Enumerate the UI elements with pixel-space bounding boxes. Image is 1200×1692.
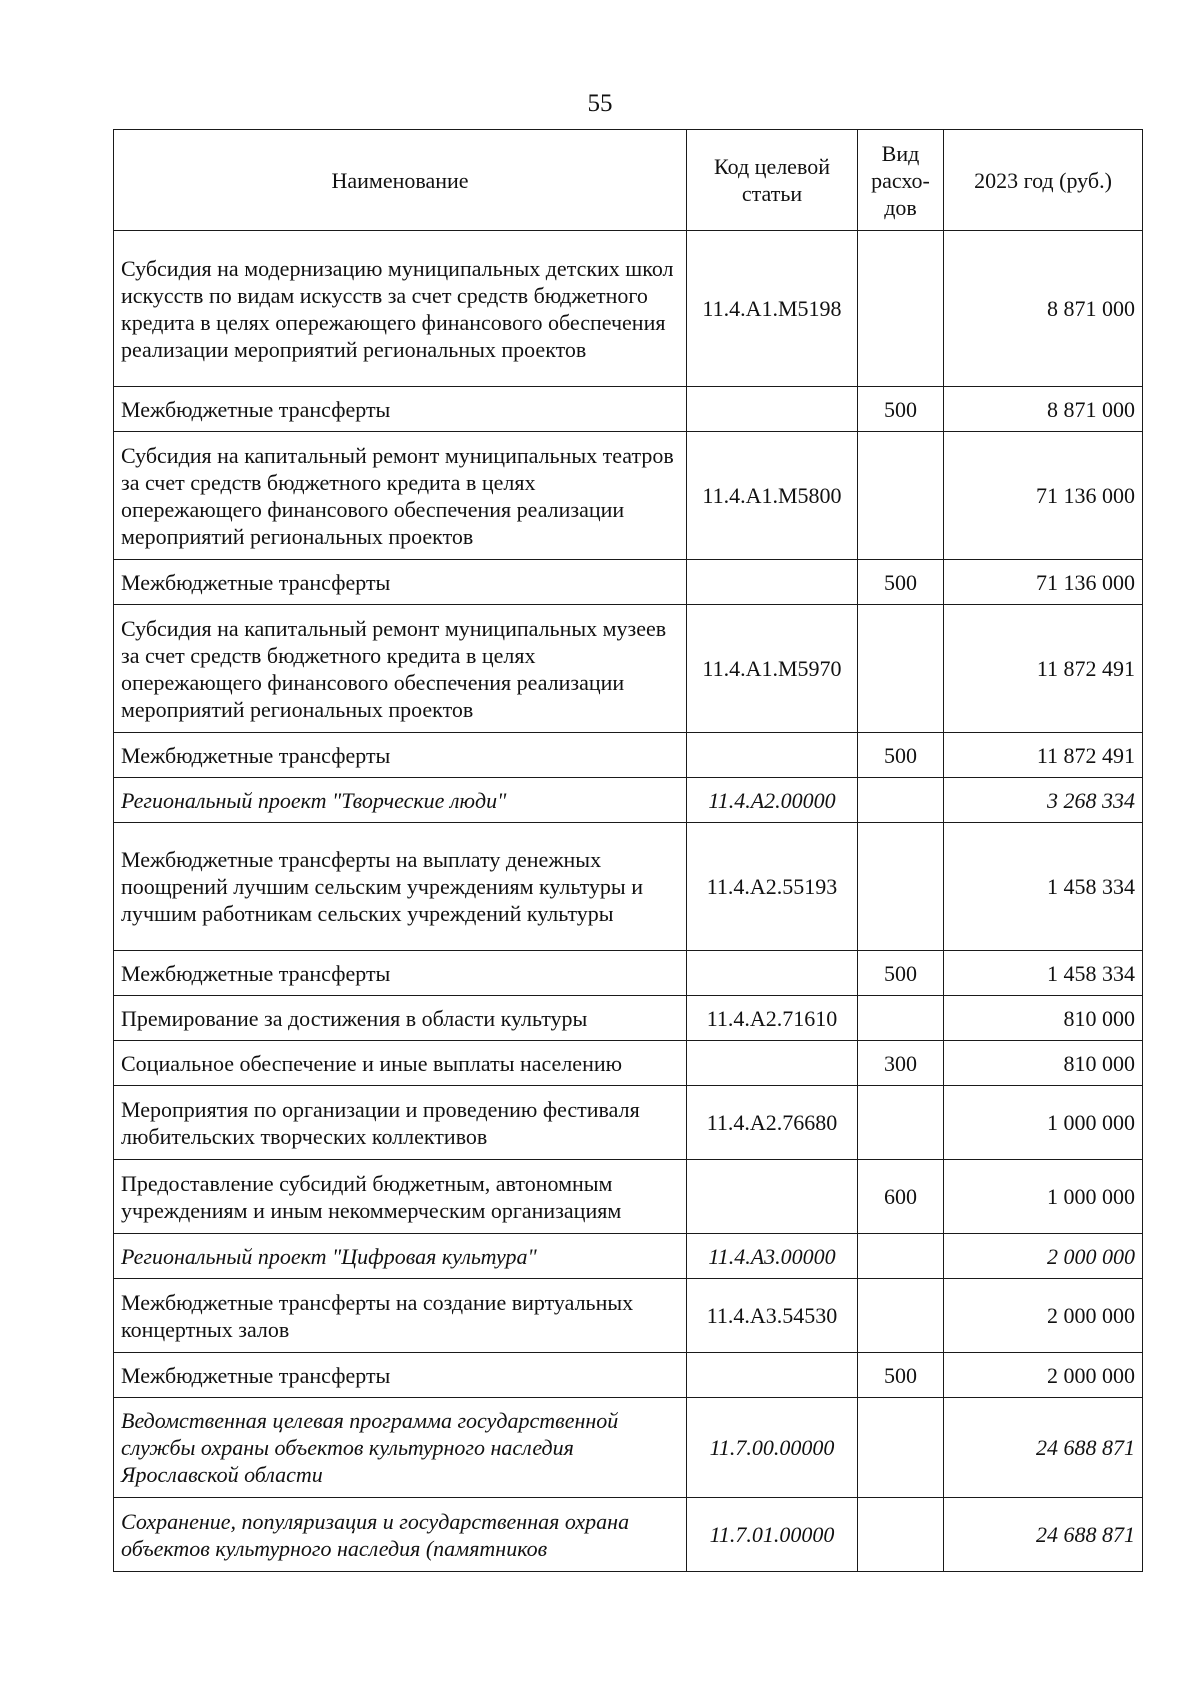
row-name: Межбюджетные трансферты bbox=[114, 733, 687, 778]
table-row bbox=[114, 1086, 1143, 1160]
row-code bbox=[687, 1160, 858, 1234]
table-row-section bbox=[114, 778, 1143, 823]
row-code: 11.4.А2.76680 bbox=[687, 1086, 858, 1160]
page-number: 55 bbox=[587, 90, 613, 117]
row-sum: 2 000 000 bbox=[944, 1353, 1143, 1398]
budget-table bbox=[113, 129, 1143, 1572]
row-code: 11.4.А2.71610 bbox=[687, 996, 858, 1041]
row-sum: 810 000 bbox=[944, 1041, 1143, 1086]
row-name: Региональный проект "Цифровая культура" bbox=[114, 1234, 687, 1279]
row-type: 300 bbox=[858, 1041, 944, 1086]
row-code bbox=[687, 387, 858, 432]
row-name: Межбюджетные трансферты на выплату денежных поощрений лучшим сельским учреждениям культуры и лучшим работникам сельских учреждений культуры bbox=[114, 823, 687, 951]
row-type bbox=[858, 823, 944, 951]
row-code bbox=[687, 1041, 858, 1086]
row-type bbox=[858, 1398, 944, 1498]
row-code: 11.4.А2.00000 bbox=[687, 778, 858, 823]
row-sum: 71 136 000 bbox=[944, 432, 1143, 560]
table-row bbox=[114, 996, 1143, 1041]
row-code: 11.7.00.00000 bbox=[687, 1398, 858, 1498]
row-name: Ведомственная целевая программа государственной службы охраны объектов культурного наследия Ярославской области bbox=[114, 1398, 687, 1498]
table-row bbox=[114, 951, 1143, 996]
row-sum: 8 871 000 bbox=[944, 387, 1143, 432]
table-row bbox=[114, 605, 1143, 733]
row-code: 11.7.01.00000 bbox=[687, 1498, 858, 1572]
row-name: Предоставление субсидий бюджетным, автономным учреждениям и иным некоммерческим организациям bbox=[114, 1160, 687, 1234]
row-name: Субсидия на капитальный ремонт муниципальных музеев за счет средств бюджетного кредита в целях опережающего финансового обеспечения реализации мероприятий региональных проектов bbox=[114, 605, 687, 733]
table-row bbox=[114, 432, 1143, 560]
table-row bbox=[114, 1353, 1143, 1398]
table-row bbox=[114, 231, 1143, 387]
row-code: 11.4.А1.М5800 bbox=[687, 432, 858, 560]
row-name: Социальное обеспечение и иные выплаты населению bbox=[114, 1041, 687, 1086]
table-row bbox=[114, 560, 1143, 605]
table-row bbox=[114, 1279, 1143, 1353]
row-name: Межбюджетные трансферты bbox=[114, 1353, 687, 1398]
row-name: Субсидия на модернизацию муниципальных детских школ искусств по видам искусств за счет средств бюджетного кредита в целях опережающего финансового обеспечения реализации мероприятий региональных проектов bbox=[114, 231, 687, 387]
row-code: 11.4.А2.55193 bbox=[687, 823, 858, 951]
row-type: 500 bbox=[858, 387, 944, 432]
row-code bbox=[687, 951, 858, 996]
row-name: Мероприятия по организации и проведению фестиваля любительских творческих коллективов bbox=[114, 1086, 687, 1160]
row-sum: 2 000 000 bbox=[944, 1279, 1143, 1353]
header-name: Наименование bbox=[114, 130, 687, 231]
row-type bbox=[858, 605, 944, 733]
row-sum: 1 458 334 bbox=[944, 823, 1143, 951]
header-type: Вид расхо-дов bbox=[858, 130, 944, 231]
row-name: Межбюджетные трансферты bbox=[114, 387, 687, 432]
row-sum: 810 000 bbox=[944, 996, 1143, 1041]
row-sum: 3 268 334 bbox=[944, 778, 1143, 823]
header-code: Код целевой статьи bbox=[687, 130, 858, 231]
row-type bbox=[858, 432, 944, 560]
row-type: 500 bbox=[858, 951, 944, 996]
row-sum: 71 136 000 bbox=[944, 560, 1143, 605]
table-row-section bbox=[114, 1398, 1143, 1498]
row-sum: 8 871 000 bbox=[944, 231, 1143, 387]
table-row-section bbox=[114, 1498, 1143, 1572]
row-code bbox=[687, 560, 858, 605]
row-sum: 11 872 491 bbox=[944, 605, 1143, 733]
row-type bbox=[858, 1234, 944, 1279]
row-sum: 1 000 000 bbox=[944, 1160, 1143, 1234]
table-row bbox=[114, 1160, 1143, 1234]
row-sum: 1 000 000 bbox=[944, 1086, 1143, 1160]
row-code: 11.4.А1.М5970 bbox=[687, 605, 858, 733]
table-row bbox=[114, 1041, 1143, 1086]
row-code: 11.4.А3.00000 bbox=[687, 1234, 858, 1279]
row-sum: 1 458 334 bbox=[944, 951, 1143, 996]
row-code bbox=[687, 1353, 858, 1398]
row-name: Межбюджетные трансферты bbox=[114, 951, 687, 996]
table-row bbox=[114, 387, 1143, 432]
row-type bbox=[858, 996, 944, 1041]
row-type: 500 bbox=[858, 560, 944, 605]
table-row bbox=[114, 733, 1143, 778]
header-sum: 2023 год (руб.) bbox=[944, 130, 1143, 231]
row-name: Региональный проект "Творческие люди" bbox=[114, 778, 687, 823]
row-sum: 2 000 000 bbox=[944, 1234, 1143, 1279]
row-type: 500 bbox=[858, 1353, 944, 1398]
row-type bbox=[858, 778, 944, 823]
row-name: Межбюджетные трансферты bbox=[114, 560, 687, 605]
table-row-section bbox=[114, 1234, 1143, 1279]
row-type bbox=[858, 1086, 944, 1160]
row-sum: 24 688 871 bbox=[944, 1498, 1143, 1572]
row-type: 500 bbox=[858, 733, 944, 778]
row-code bbox=[687, 733, 858, 778]
row-type bbox=[858, 231, 944, 387]
row-type bbox=[858, 1498, 944, 1572]
row-name: Межбюджетные трансферты на создание виртуальных концертных залов bbox=[114, 1279, 687, 1353]
row-name: Субсидия на капитальный ремонт муниципальных театров за счет средств бюджетного кредита в целях опережающего финансового обеспечения реализации мероприятий региональных проектов bbox=[114, 432, 687, 560]
row-type bbox=[858, 1279, 944, 1353]
row-name: Сохранение, популяризация и государственная охрана объектов культурного наследия (памятников bbox=[114, 1498, 687, 1572]
row-name: Премирование за достижения в области культуры bbox=[114, 996, 687, 1041]
row-type: 600 bbox=[858, 1160, 944, 1234]
table-row bbox=[114, 823, 1143, 951]
table-header-row bbox=[114, 130, 1143, 231]
row-sum: 11 872 491 bbox=[944, 733, 1143, 778]
row-sum: 24 688 871 bbox=[944, 1398, 1143, 1498]
row-code: 11.4.А1.М5198 bbox=[687, 231, 858, 387]
row-code: 11.4.А3.54530 bbox=[687, 1279, 858, 1353]
